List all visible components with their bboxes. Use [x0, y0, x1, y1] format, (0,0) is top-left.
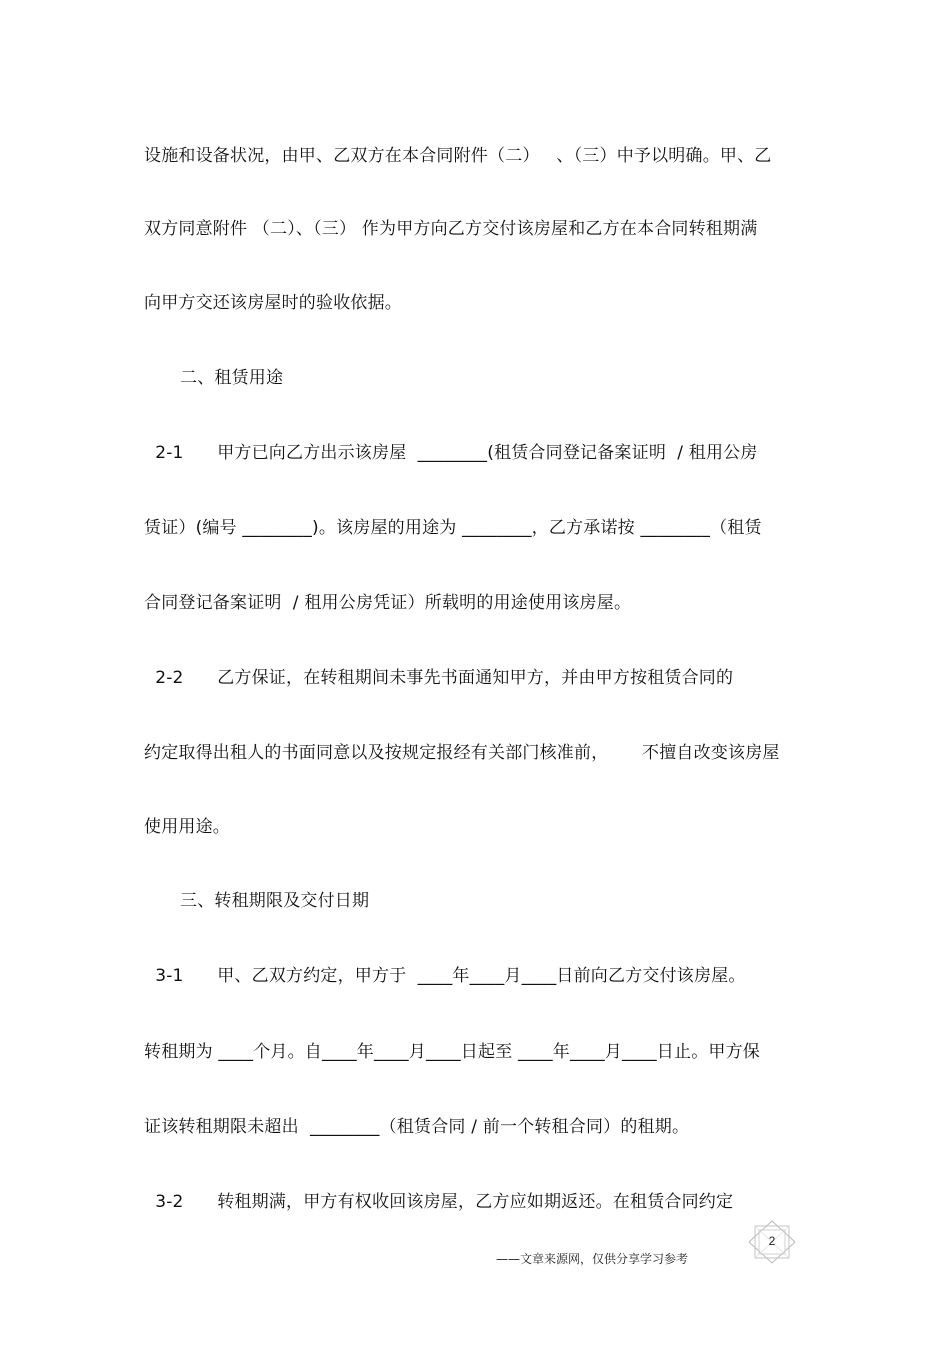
clause-line: 2-1 甲方已向乙方出示该房屋 ________(租赁合同登记备案证明 / 租用公房 [144, 443, 758, 463]
clause-line: 3-1 甲、乙双方约定，甲方于 ____年____月____日前向乙方交付该房屋。 [144, 966, 746, 986]
page-number: 2 [768, 1234, 776, 1248]
paragraph-line: 赁证）(编号 ________)。该房屋的用途为 ________，乙方承诺按 ________（租赁 [144, 518, 762, 538]
section-heading: 二、租赁用途 [180, 368, 284, 388]
paragraph-line: 向甲方交还该房屋时的验收依据。 [144, 293, 402, 313]
paragraph-line: 合同登记备案证明 / 租用公房凭证）所载明的用途使用该房屋。 [144, 593, 632, 613]
paragraph-line: 双方同意附件 （二）、（三） 作为甲方向乙方交付该房屋和乙方在本合同转租期满 [144, 219, 758, 239]
footer-source-note: ——文章来源网，仅供分享学习参考 [496, 1252, 689, 1266]
page-number-badge [746, 1218, 798, 1266]
paragraph-line: 转租期为 ____个月。自____年____月____日起至 ____年____月____日止。甲方保 [144, 1042, 761, 1062]
paragraph-line: 设施和设备状况，由甲、乙双方在本合同附件（二） 、（三）中予以明确。甲、乙 [144, 146, 772, 166]
paragraph-line: 使用用途。 [144, 817, 230, 837]
clause-line: 3-2 转租期满，甲方有权收回该房屋，乙方应如期返还。在租赁合同约定 [144, 1192, 734, 1212]
section-heading: 三、转租期限及交付日期 [180, 891, 370, 911]
clause-line: 2-2 乙方保证，在转租期间未事先书面通知甲方，并由甲方按租赁合同的 [144, 668, 734, 688]
paragraph-line: 证该转租期限未超出 ________（租赁合同 / 前一个转租合同）的租期。 [144, 1117, 690, 1137]
paragraph-line: 约定取得出租人的书面同意以及按规定报经有关部门核准前， 不擅自改变该房屋 [144, 743, 780, 763]
